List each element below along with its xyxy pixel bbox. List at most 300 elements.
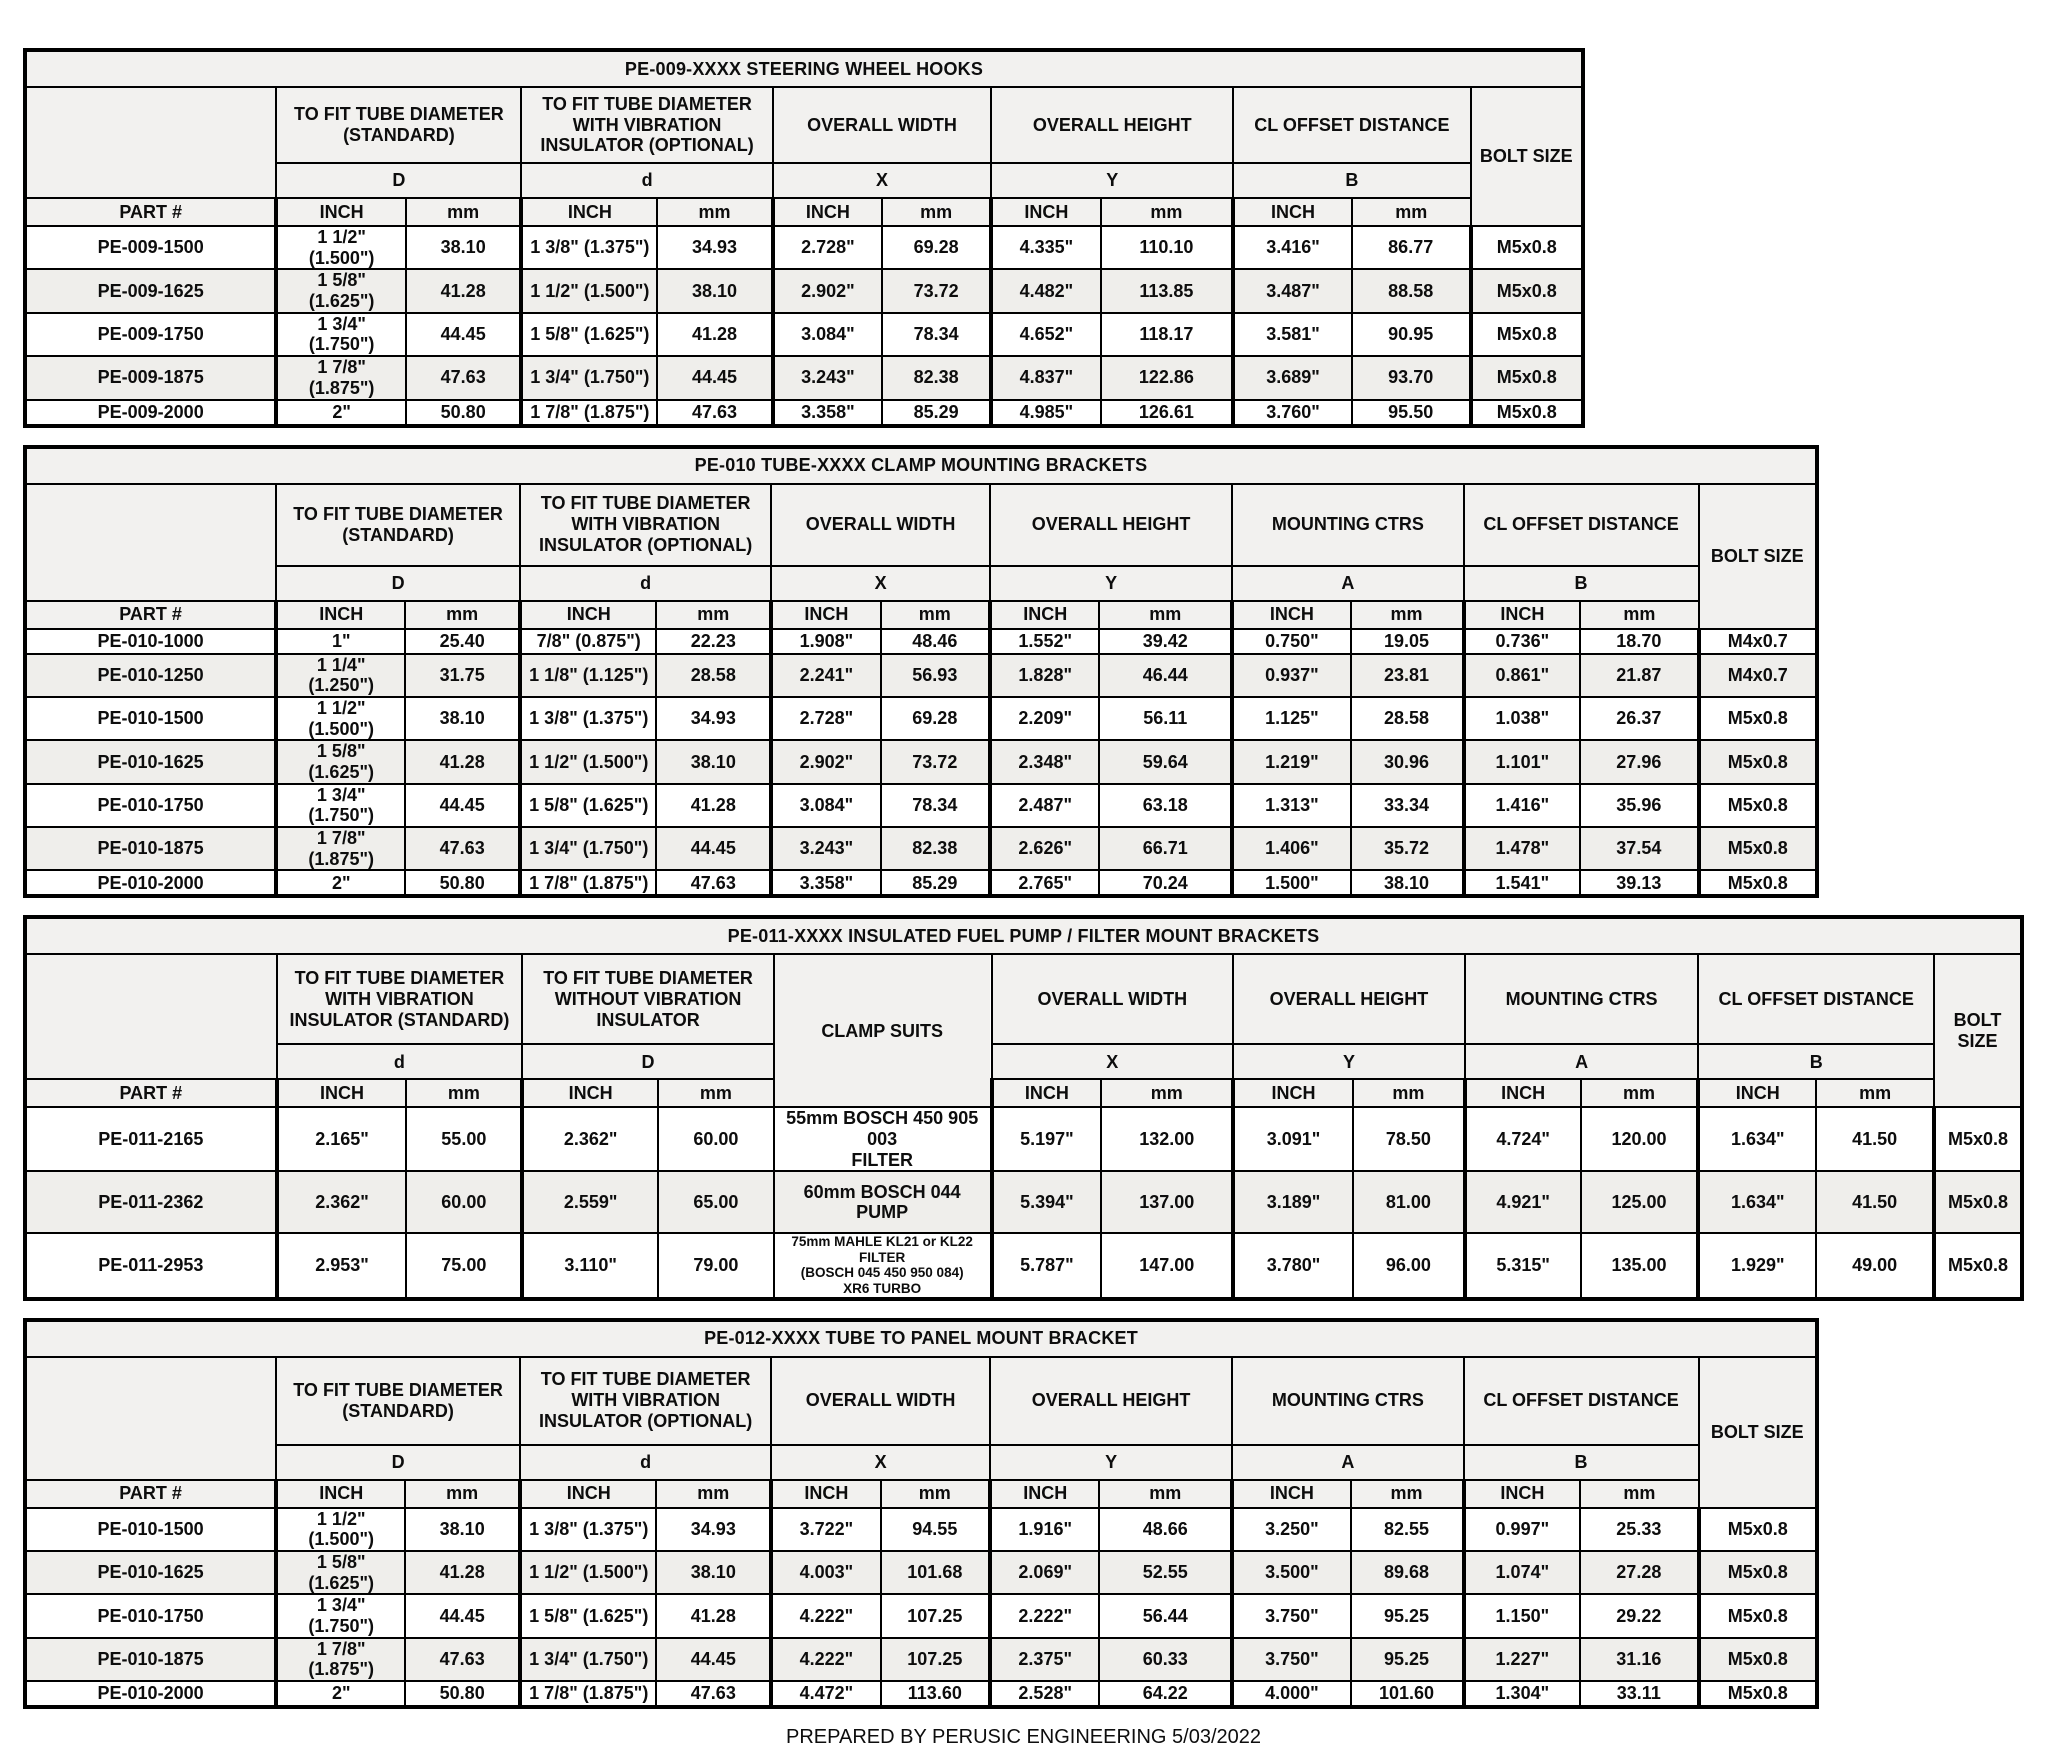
inch-value-cell: 1 3/4" (1.750") — [276, 784, 405, 827]
mm-value-cell: 132.00 — [1101, 1107, 1233, 1171]
inch-value-cell: 1 1/2" (1.500") — [520, 1551, 656, 1594]
mm-header: mm — [658, 1079, 774, 1107]
inch-header: INCH — [990, 1480, 1099, 1508]
inch-value-cell: 1 7/8" (1.875") — [520, 870, 656, 896]
table-title-row — [25, 917, 2022, 954]
inch-value-cell: 4.985" — [991, 400, 1100, 426]
inch-value-cell: 0.750" — [1232, 629, 1350, 654]
inch-header: INCH — [521, 198, 657, 226]
inch-value-cell: 1.916" — [990, 1508, 1099, 1551]
inch-value-cell: 4.921" — [1465, 1171, 1581, 1233]
bolt-size-cell: M5x0.8 — [1471, 400, 1583, 426]
mm-value-cell: 38.10 — [656, 1551, 771, 1594]
inch-value-cell: 4.003" — [771, 1551, 880, 1594]
dimension-letter: Y — [990, 566, 1232, 601]
mm-value-cell: 35.72 — [1351, 827, 1464, 870]
group-header: TO FIT TUBE DIAMETER WITH VIBRATION INSULATOR (OPTIONAL) — [520, 1357, 771, 1445]
clamp-suits-line: XR6 TURBO — [843, 1280, 922, 1296]
bolt-size-cell: M5x0.8 — [1471, 226, 1583, 269]
mm-value-cell: 48.66 — [1099, 1508, 1232, 1551]
mm-value-cell: 44.45 — [405, 784, 520, 827]
dimension-letter: B — [1464, 1445, 1699, 1480]
group-header: TO FIT TUBE DIAMETER WITHOUT VIBRATION INSULATOR — [522, 954, 774, 1044]
inch-value-cell: 0.736" — [1464, 629, 1581, 654]
inch-value-cell: 1 1/2" (1.500") — [521, 269, 657, 312]
mm-value-cell: 122.86 — [1101, 356, 1234, 399]
mm-value-cell: 44.45 — [656, 1638, 771, 1681]
bolt-size-cell: M5x0.8 — [1699, 1638, 1817, 1681]
dimension-letter: D — [522, 1044, 774, 1079]
mm-value-cell: 78.34 — [882, 313, 991, 356]
part-cell: PE-010-2000 — [25, 1681, 276, 1707]
mm-value-cell: 95.50 — [1352, 400, 1471, 426]
mm-value-cell: 94.55 — [881, 1508, 990, 1551]
inch-value-cell: 4.222" — [771, 1638, 880, 1681]
part-cell: PE-010-1750 — [25, 1594, 276, 1637]
mm-value-cell: 50.80 — [406, 400, 522, 426]
inch-value-cell: 1 3/8" (1.375") — [520, 697, 656, 740]
dimension-letter: X — [773, 163, 992, 198]
inch-value-cell: 1 5/8" (1.625") — [521, 313, 657, 356]
inch-value-cell: 3.091" — [1233, 1107, 1353, 1171]
corner-cell — [25, 87, 276, 198]
mm-value-cell: 34.93 — [657, 226, 773, 269]
inch-value-cell: 1 3/8" (1.375") — [521, 226, 657, 269]
group-header: TO FIT TUBE DIAMETER WITH VIBRATION INSULATOR (STANDARD) — [277, 954, 523, 1044]
dimension-letter: d — [277, 1044, 523, 1079]
mm-value-cell: 126.61 — [1101, 400, 1234, 426]
group-header: OVERALL WIDTH — [771, 1357, 990, 1445]
mm-value-cell: 38.10 — [405, 697, 520, 740]
part-cell: PE-011-2953 — [25, 1233, 277, 1298]
inch-value-cell: 2.487" — [990, 784, 1099, 827]
inch-value-cell: 1 3/8" (1.375") — [520, 1508, 656, 1551]
mm-value-cell: 47.63 — [656, 1681, 771, 1707]
part-number-header: PART # — [25, 601, 276, 629]
inch-value-cell: 3.416" — [1233, 226, 1352, 269]
table-row — [25, 313, 1583, 356]
dimension-letter: D — [276, 1445, 520, 1480]
bolt-size-cell: M5x0.8 — [1699, 827, 1817, 870]
dimension-letter: X — [771, 1445, 990, 1480]
mm-header: mm — [1101, 1079, 1233, 1107]
inch-value-cell: 1.908" — [771, 629, 880, 654]
mm-value-cell: 147.00 — [1101, 1233, 1233, 1298]
mm-value-cell: 41.28 — [656, 1594, 771, 1637]
inch-value-cell: 1 7/8" (1.875") — [276, 1638, 405, 1681]
group-header-row — [25, 1357, 1817, 1445]
table-row — [25, 654, 1817, 697]
mm-value-cell: 38.10 — [406, 226, 522, 269]
inch-value-cell: 1.416" — [1464, 784, 1581, 827]
inch-value-cell: 2.241" — [771, 654, 880, 697]
table-row — [25, 226, 1583, 269]
mm-value-cell: 25.33 — [1580, 1508, 1698, 1551]
pe-012-title: PE-012-XXXX TUBE TO PANEL MOUNT BRACKET — [25, 1320, 1817, 1357]
mm-value-cell: 110.10 — [1101, 226, 1234, 269]
dimension-letter: Y — [1233, 1044, 1465, 1079]
mm-value-cell: 85.29 — [881, 870, 990, 896]
inch-value-cell: 3.500" — [1232, 1551, 1350, 1594]
inch-value-cell: 5.787" — [992, 1233, 1102, 1298]
mm-value-cell: 49.00 — [1816, 1233, 1934, 1298]
inch-value-cell: 3.760" — [1233, 400, 1352, 426]
mm-header: mm — [406, 198, 522, 226]
inch-value-cell: 1.313" — [1232, 784, 1350, 827]
inch-value-cell: 1.478" — [1464, 827, 1581, 870]
inch-value-cell: 1 5/8" (1.625") — [276, 269, 406, 312]
mm-value-cell: 73.72 — [881, 740, 990, 783]
corner-cell — [25, 484, 276, 601]
table-row — [25, 1638, 1817, 1681]
mm-value-cell: 21.87 — [1580, 654, 1698, 697]
inch-value-cell: 1 3/4" (1.750") — [521, 356, 657, 399]
inch-value-cell: 2.362" — [277, 1171, 407, 1233]
dimension-letter-row — [25, 1445, 1817, 1480]
mm-header: mm — [1352, 198, 1471, 226]
bolt-size-cell: M5x0.8 — [1471, 313, 1583, 356]
mm-value-cell: 46.44 — [1099, 654, 1232, 697]
mm-value-cell: 89.68 — [1351, 1551, 1464, 1594]
mm-value-cell: 47.63 — [406, 356, 522, 399]
mm-header: mm — [1581, 1079, 1699, 1107]
inch-header: INCH — [1464, 1480, 1581, 1508]
mm-value-cell: 90.95 — [1352, 313, 1471, 356]
inch-value-cell: 1 1/2" (1.500") — [276, 1508, 405, 1551]
group-header: TO FIT TUBE DIAMETER (STANDARD) — [276, 87, 521, 163]
inch-value-cell: 0.861" — [1464, 654, 1581, 697]
inch-value-cell: 3.243" — [771, 827, 880, 870]
inch-value-cell: 3.358" — [773, 400, 882, 426]
bolt-size-cell: M5x0.8 — [1699, 1594, 1817, 1637]
mm-header: mm — [1580, 601, 1698, 629]
inch-value-cell: 2.559" — [522, 1171, 658, 1233]
mm-value-cell: 39.13 — [1580, 870, 1698, 896]
pe-012-table — [23, 1318, 1819, 1710]
mm-value-cell: 44.45 — [405, 1594, 520, 1637]
inch-value-cell: 4.482" — [991, 269, 1100, 312]
group-header: OVERALL HEIGHT — [991, 87, 1233, 163]
mm-value-cell: 135.00 — [1581, 1233, 1699, 1298]
mm-value-cell: 137.00 — [1101, 1171, 1233, 1233]
inch-value-cell: 4.472" — [771, 1681, 880, 1707]
part-cell: PE-009-1875 — [25, 356, 276, 399]
inch-value-cell: 1.929" — [1698, 1233, 1816, 1298]
part-cell: PE-009-1625 — [25, 269, 276, 312]
mm-value-cell: 44.45 — [406, 313, 522, 356]
part-cell: PE-010-1250 — [25, 654, 276, 697]
inch-header: INCH — [1698, 1079, 1816, 1107]
inch-value-cell: 1.634" — [1698, 1171, 1816, 1233]
mm-value-cell: 38.10 — [656, 740, 771, 783]
table-title-row — [25, 50, 1583, 87]
inch-value-cell: 2.069" — [990, 1551, 1099, 1594]
spec-sheet — [23, 48, 2048, 1749]
corner-cell — [25, 954, 277, 1079]
inch-value-cell: 2.209" — [990, 697, 1099, 740]
clamp-suits-header: CLAMP SUITS — [774, 954, 992, 1107]
mm-value-cell: 86.77 — [1352, 226, 1471, 269]
dimension-letter: d — [520, 566, 771, 601]
inch-header: INCH — [1232, 1480, 1350, 1508]
dimension-letter-row — [25, 1044, 2022, 1079]
dimension-letter: D — [276, 566, 520, 601]
inch-header: INCH — [276, 198, 406, 226]
mm-header: mm — [1351, 601, 1464, 629]
inch-value-cell: 1.634" — [1698, 1107, 1816, 1171]
inch-value-cell: 1.828" — [990, 654, 1099, 697]
unit-header-row — [25, 1079, 2022, 1107]
mm-value-cell: 18.70 — [1580, 629, 1698, 654]
pe-009-table — [23, 48, 1585, 428]
inch-value-cell: 3.780" — [1233, 1233, 1353, 1298]
mm-value-cell: 69.28 — [882, 226, 991, 269]
mm-value-cell: 41.28 — [406, 269, 522, 312]
mm-header: mm — [656, 1480, 771, 1508]
inch-header: INCH — [773, 198, 882, 226]
group-header: OVERALL WIDTH — [771, 484, 990, 566]
group-header: TO FIT TUBE DIAMETER WITH VIBRATION INSULATOR (OPTIONAL) — [521, 87, 772, 163]
mm-header: mm — [882, 198, 991, 226]
group-header: OVERALL WIDTH — [773, 87, 992, 163]
group-header: OVERALL HEIGHT — [990, 484, 1232, 566]
mm-value-cell: 56.11 — [1099, 697, 1232, 740]
mm-value-cell: 47.63 — [405, 1638, 520, 1681]
inch-value-cell: 1 3/4" (1.750") — [276, 313, 406, 356]
inch-value-cell: 3.750" — [1232, 1594, 1350, 1637]
inch-value-cell: 1 5/8" (1.625") — [276, 1551, 405, 1594]
bolt-size-header: BOLT SIZE — [1471, 87, 1583, 226]
mm-value-cell: 85.29 — [882, 400, 991, 426]
inch-value-cell: 1 7/8" (1.875") — [521, 400, 657, 426]
mm-value-cell: 41.50 — [1816, 1107, 1934, 1171]
mm-value-cell: 28.58 — [1351, 697, 1464, 740]
inch-value-cell: 0.937" — [1232, 654, 1350, 697]
inch-value-cell: 5.315" — [1465, 1233, 1581, 1298]
mm-value-cell: 96.00 — [1353, 1233, 1465, 1298]
table-row — [25, 1508, 1817, 1551]
mm-value-cell: 28.58 — [656, 654, 771, 697]
clamp-suits-cell — [774, 1171, 992, 1233]
mm-value-cell: 82.55 — [1351, 1508, 1464, 1551]
inch-value-cell: 0.997" — [1464, 1508, 1581, 1551]
inch-value-cell: 1.125" — [1232, 697, 1350, 740]
group-header: CL OFFSET DISTANCE — [1698, 954, 1934, 1044]
bolt-size-header: BOLT SIZE — [1699, 1357, 1817, 1508]
mm-value-cell: 31.16 — [1580, 1638, 1698, 1681]
mm-value-cell: 38.10 — [1351, 870, 1464, 896]
inch-value-cell: 1.150" — [1464, 1594, 1581, 1637]
pe-009-title: PE-009-XXXX STEERING WHEEL HOOKS — [25, 50, 1583, 87]
mm-value-cell: 27.96 — [1580, 740, 1698, 783]
mm-header: mm — [405, 601, 520, 629]
inch-value-cell: 1.074" — [1464, 1551, 1581, 1594]
inch-value-cell: 1" — [276, 629, 405, 654]
bolt-size-cell: M5x0.8 — [1699, 740, 1817, 783]
inch-value-cell: 2.902" — [773, 269, 882, 312]
group-header: MOUNTING CTRS — [1465, 954, 1699, 1044]
mm-value-cell: 47.63 — [405, 827, 520, 870]
table-row — [25, 784, 1817, 827]
dimension-letter: B — [1698, 1044, 1934, 1079]
inch-value-cell: 3.243" — [773, 356, 882, 399]
mm-value-cell: 107.25 — [881, 1638, 990, 1681]
tables-container — [23, 48, 2048, 1709]
mm-value-cell: 41.28 — [656, 784, 771, 827]
mm-header: mm — [1351, 1480, 1464, 1508]
inch-header: INCH — [771, 601, 880, 629]
bolt-size-cell: M5x0.8 — [1699, 1508, 1817, 1551]
inch-value-cell: 1 1/2" (1.500") — [276, 226, 406, 269]
bolt-size-cell: M5x0.8 — [1699, 784, 1817, 827]
inch-value-cell: 2.528" — [990, 1681, 1099, 1707]
corner-cell — [25, 1357, 276, 1480]
bolt-size-cell: M5x0.8 — [1934, 1233, 2022, 1298]
unit-header-row — [25, 1480, 1817, 1508]
inch-value-cell: 1.304" — [1464, 1681, 1581, 1707]
mm-header: mm — [881, 601, 990, 629]
mm-value-cell: 22.23 — [656, 629, 771, 654]
inch-value-cell: 2.728" — [773, 226, 882, 269]
mm-value-cell: 78.34 — [881, 784, 990, 827]
inch-value-cell: 1 7/8" (1.875") — [520, 1681, 656, 1707]
mm-value-cell: 101.68 — [881, 1551, 990, 1594]
mm-value-cell: 39.42 — [1099, 629, 1232, 654]
mm-value-cell: 69.28 — [881, 697, 990, 740]
inch-value-cell: 1 1/8" (1.125") — [520, 654, 656, 697]
mm-value-cell: 82.38 — [881, 827, 990, 870]
inch-value-cell: 4.837" — [991, 356, 1100, 399]
inch-value-cell: 1.227" — [1464, 1638, 1581, 1681]
inch-value-cell: 3.189" — [1233, 1171, 1353, 1233]
part-cell: PE-010-1750 — [25, 784, 276, 827]
table-row — [25, 400, 1583, 426]
mm-value-cell: 107.25 — [881, 1594, 990, 1637]
inch-header: INCH — [992, 1079, 1102, 1107]
inch-value-cell: 1 7/8" (1.875") — [276, 827, 405, 870]
mm-value-cell: 35.96 — [1580, 784, 1698, 827]
part-cell: PE-010-1000 — [25, 629, 276, 654]
part-cell: PE-010-1875 — [25, 827, 276, 870]
mm-value-cell: 82.38 — [882, 356, 991, 399]
mm-value-cell: 125.00 — [1581, 1171, 1699, 1233]
mm-value-cell: 78.50 — [1353, 1107, 1465, 1171]
unit-header-row — [25, 198, 1583, 226]
mm-value-cell: 118.17 — [1101, 313, 1234, 356]
inch-header: INCH — [522, 1079, 658, 1107]
mm-value-cell: 95.25 — [1351, 1638, 1464, 1681]
mm-value-cell: 56.93 — [881, 654, 990, 697]
mm-value-cell: 88.58 — [1352, 269, 1471, 312]
table-title-row — [25, 447, 1817, 484]
inch-value-cell: 4.724" — [1465, 1107, 1581, 1171]
group-header: CL OFFSET DISTANCE — [1464, 484, 1699, 566]
part-cell: PE-009-1750 — [25, 313, 276, 356]
pe-010-title: PE-010 TUBE-XXXX CLAMP MOUNTING BRACKETS — [25, 447, 1817, 484]
inch-header: INCH — [276, 1480, 405, 1508]
bolt-size-cell: M5x0.8 — [1699, 870, 1817, 896]
dimension-letter: X — [992, 1044, 1234, 1079]
mm-value-cell: 47.63 — [657, 400, 773, 426]
clamp-suits-line: FILTER — [851, 1149, 913, 1170]
bolt-size-cell: M4x0.7 — [1699, 654, 1817, 697]
mm-value-cell: 33.11 — [1580, 1681, 1698, 1707]
mm-value-cell: 26.37 — [1580, 697, 1698, 740]
group-header-row — [25, 484, 1817, 566]
inch-value-cell: 3.084" — [771, 784, 880, 827]
table-row — [25, 1594, 1817, 1637]
mm-value-cell: 95.25 — [1351, 1594, 1464, 1637]
mm-value-cell: 33.34 — [1351, 784, 1464, 827]
inch-value-cell: 1.101" — [1464, 740, 1581, 783]
mm-header: mm — [405, 1480, 520, 1508]
dimension-letter: d — [521, 163, 772, 198]
table-row — [25, 269, 1583, 312]
mm-value-cell: 113.60 — [881, 1681, 990, 1707]
clamp-suits-line: 75mm MAHLE KL21 or KL22 FILTER — [791, 1234, 973, 1265]
mm-header: mm — [657, 198, 773, 226]
inch-value-cell: 4.335" — [991, 226, 1100, 269]
group-header: CL OFFSET DISTANCE — [1233, 87, 1470, 163]
mm-value-cell: 31.75 — [405, 654, 520, 697]
mm-value-cell: 25.40 — [405, 629, 520, 654]
inch-value-cell: 1 3/4" (1.750") — [520, 1638, 656, 1681]
inch-value-cell: 1.500" — [1232, 870, 1350, 896]
mm-header: mm — [1099, 1480, 1232, 1508]
mm-header: mm — [1353, 1079, 1465, 1107]
inch-value-cell: 3.722" — [771, 1508, 880, 1551]
part-cell: PE-010-1875 — [25, 1638, 276, 1681]
mm-value-cell: 34.93 — [656, 697, 771, 740]
part-cell: PE-010-1500 — [25, 697, 276, 740]
pe-011-title: PE-011-XXXX INSULATED FUEL PUMP / FILTER MOUNT BRACKETS — [25, 917, 2022, 954]
mm-value-cell: 65.00 — [658, 1171, 774, 1233]
inch-header: INCH — [1464, 601, 1581, 629]
mm-value-cell: 37.54 — [1580, 827, 1698, 870]
inch-value-cell: 2" — [276, 870, 405, 896]
mm-value-cell: 70.24 — [1099, 870, 1232, 896]
table-row — [25, 1107, 2022, 1171]
mm-value-cell: 47.63 — [656, 870, 771, 896]
bolt-size-cell: M5x0.8 — [1934, 1171, 2022, 1233]
mm-value-cell: 55.00 — [406, 1107, 522, 1171]
mm-value-cell: 93.70 — [1352, 356, 1471, 399]
dimension-letter: Y — [990, 1445, 1232, 1480]
clamp-suits-line: 60mm BOSCH 044 PUMP — [803, 1181, 961, 1223]
part-cell: PE-010-1625 — [25, 740, 276, 783]
group-header-row — [25, 954, 2022, 1044]
dimension-letter: Y — [991, 163, 1233, 198]
inch-header: INCH — [991, 198, 1100, 226]
inch-value-cell: 1.219" — [1232, 740, 1350, 783]
bolt-size-cell: M5x0.8 — [1699, 1551, 1817, 1594]
mm-value-cell: 56.44 — [1099, 1594, 1232, 1637]
inch-value-cell: 2.348" — [990, 740, 1099, 783]
mm-header: mm — [881, 1480, 990, 1508]
mm-value-cell: 50.80 — [405, 870, 520, 896]
mm-value-cell: 30.96 — [1351, 740, 1464, 783]
dimension-letter: A — [1232, 1445, 1463, 1480]
mm-value-cell: 66.71 — [1099, 827, 1232, 870]
clamp-suits-cell — [774, 1107, 992, 1171]
mm-value-cell: 41.28 — [405, 740, 520, 783]
mm-value-cell: 60.00 — [406, 1171, 522, 1233]
clamp-suits-line: 55mm BOSCH 450 905 003 — [786, 1108, 979, 1150]
inch-value-cell: 1 3/4" (1.750") — [520, 827, 656, 870]
inch-value-cell: 2" — [276, 400, 406, 426]
table-row — [25, 1681, 1817, 1707]
part-cell: PE-010-2000 — [25, 870, 276, 896]
